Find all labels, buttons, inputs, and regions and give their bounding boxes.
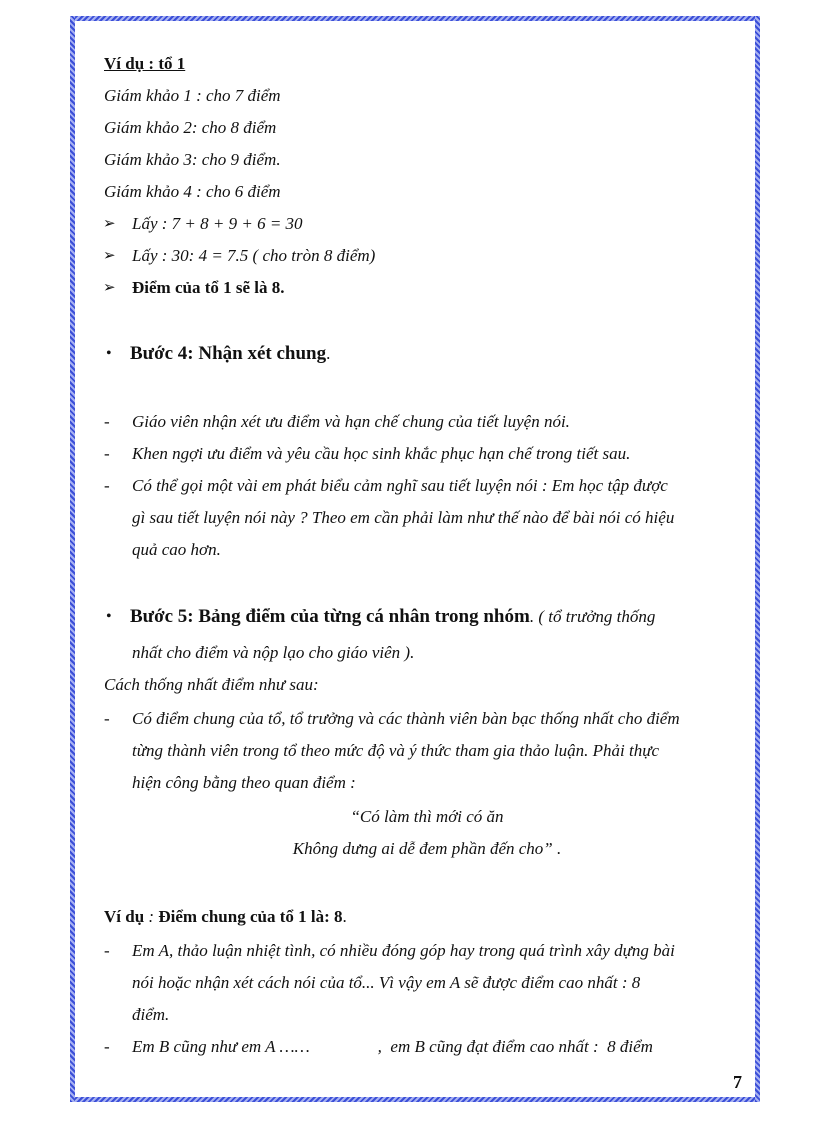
border-right <box>755 16 760 1102</box>
step5-item-line-1: Có điểm chung của tổ, tổ trưởng và các thành viên bàn bạc thống nhất cho điểm <box>132 709 680 728</box>
arrow-bullet-icon: ➢ <box>103 216 116 232</box>
step4-period: . <box>326 344 331 363</box>
example1-title: Ví dụ : tổ 1 <box>104 54 186 73</box>
example2-text: Điểm chung của tổ 1 là: 8 <box>158 907 343 926</box>
step5-item-line-2: từng thành viên trong tổ theo mức độ và ý thức tham gia thảo luận. Phải thực <box>132 741 660 760</box>
quote-line-2: Không dưng ai dễ đem phần đến cho” . <box>292 839 562 858</box>
step-result-text: Điểm của tổ 1 sẽ là 8. <box>132 278 285 297</box>
border-left <box>70 16 75 1102</box>
example2-period: . <box>342 907 347 926</box>
step5-item-line-3: hiện công bằng theo quan điểm : <box>132 773 356 792</box>
step4-item-3-line-3: quả cao hơn. <box>132 540 221 559</box>
round-bullet-icon: • <box>106 345 112 362</box>
step4-item-1-text: Giáo viên nhận xét ưu điểm và hạn chế chung của tiết luyện nói. <box>132 412 570 431</box>
student-b-text: Em B cũng như em A …… , em B cũng đạt điểm cao nhất : 8 điểm <box>132 1037 653 1056</box>
student-a-line-3: điểm. <box>132 1005 170 1024</box>
student-a-line-2: nói hoặc nhận xét cách nói của tổ... Vì vậy em A sẽ được điểm cao nhất : 8 <box>132 973 641 992</box>
judge-1: Giám khảo 1 : cho 7 điểm <box>104 86 281 105</box>
page-number: 7 <box>733 1072 742 1092</box>
dash-bullet: - <box>104 1037 110 1056</box>
example2-colon: : <box>144 907 159 926</box>
student-a-line-1: Em A, thảo luận nhiệt tình, có nhiều đóng góp hay trong quá trình xây dựng bài <box>132 941 675 960</box>
border-bottom <box>70 1097 760 1102</box>
round-bullet-icon: • <box>106 608 112 625</box>
judge-2: Giám khảo 2: cho 8 điểm <box>104 118 277 137</box>
method-label: Cách thống nhất điểm như sau: <box>104 675 319 694</box>
judge-3: Giám khảo 3: cho 9 điểm. <box>104 150 281 169</box>
dash-bullet: - <box>104 412 110 431</box>
step4-item-3-line-2: gì sau tiết luyện nói này ? Theo em cần phải làm như thế nào để bài nói có hiệu <box>132 508 675 527</box>
judge-4: Giám khảo 4 : cho 6 điểm <box>104 182 281 201</box>
step4-item-2-text: Khen ngợi ưu điểm và yêu cầu học sinh khắc phục hạn chế trong tiết sau. <box>132 444 631 463</box>
arrow-bullet-icon: ➢ <box>103 248 116 264</box>
step5-heading: Bước 5: Bảng điểm của từng cá nhân trong nhóm <box>130 606 530 627</box>
step5-note-2: nhất cho điểm và nộp lạo cho giáo viên ). <box>132 643 415 662</box>
dash-bullet: - <box>104 476 110 495</box>
arrow-bullet-icon: ➢ <box>103 280 116 296</box>
border-top <box>70 16 760 21</box>
step5-note-1: . ( tổ trưởng thống <box>529 607 656 626</box>
quote-line-1: “Có làm thì mới có ăn <box>350 807 504 826</box>
dash-bullet: - <box>104 941 110 960</box>
step-average-text: Lấy : 30: 4 = 7.5 ( cho tròn 8 điểm) <box>132 246 376 265</box>
step-sum-text: Lấy : 7 + 8 + 9 + 6 = 30 <box>132 214 303 233</box>
dash-bullet: - <box>104 709 110 728</box>
step4-heading: Bước 4: Nhận xét chung <box>130 343 327 364</box>
dash-bullet: - <box>104 444 110 463</box>
example2-label: Ví dụ <box>104 907 145 926</box>
example2-heading <box>104 907 347 927</box>
step4-item-3-line-1: Có thể gọi một vài em phát biểu cảm nghĩ sau tiết luyện nói : Em học tập được <box>132 476 668 495</box>
